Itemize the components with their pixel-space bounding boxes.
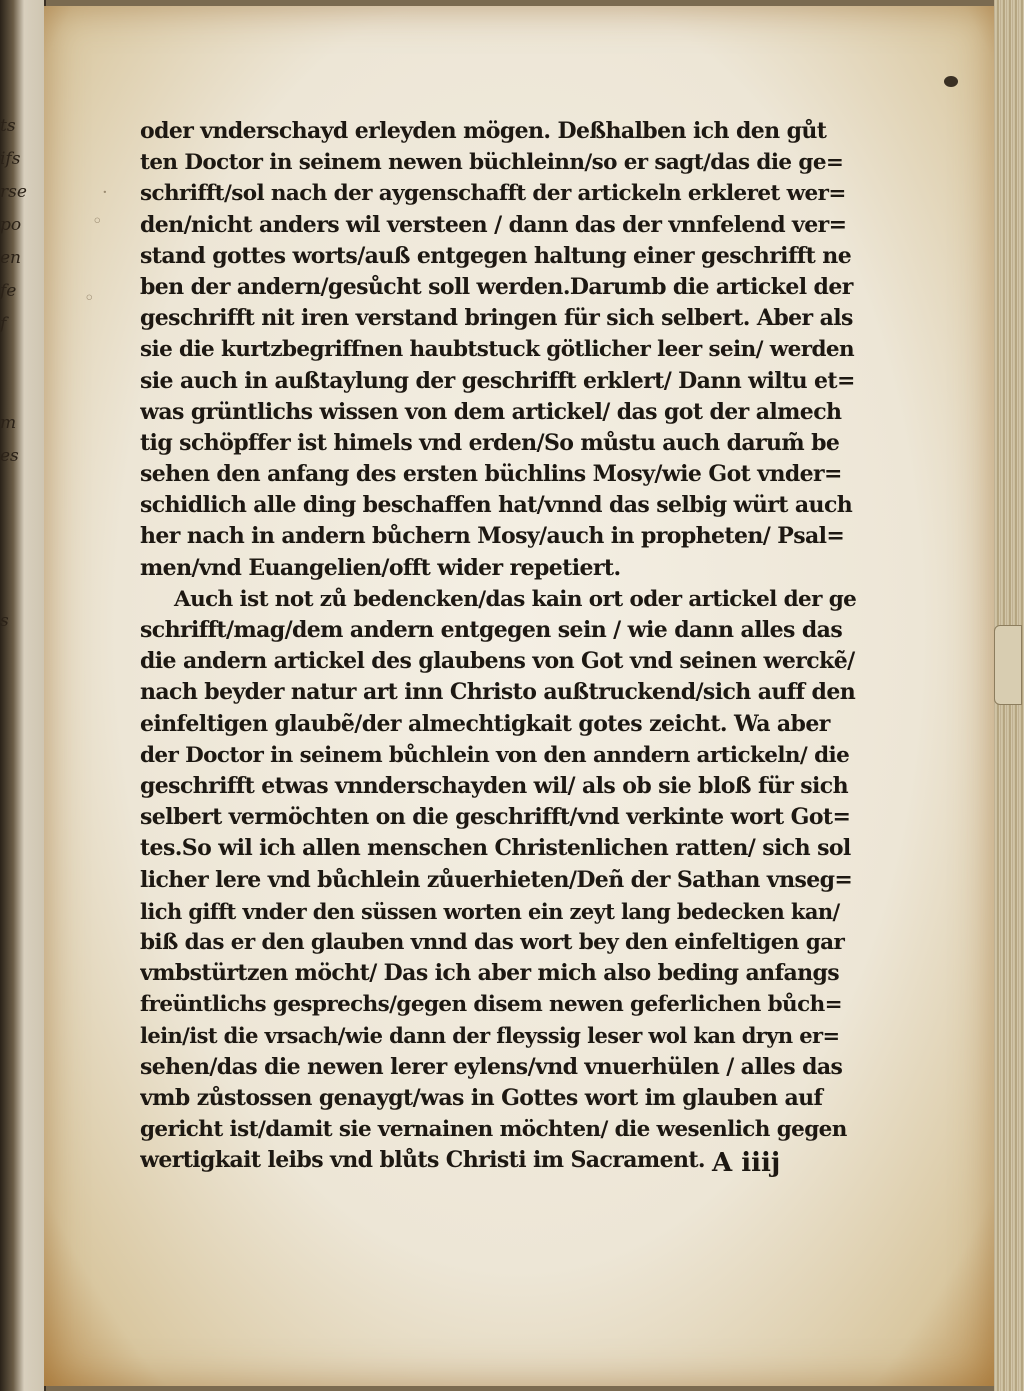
text-line: her nach in andern bůchern Mosy/auch in propheten/ Psal=: [140, 523, 845, 550]
text-line: schrifft/mag/dem andern entgegen sein / wie dann alles das: [140, 617, 843, 643]
fragment: [0, 473, 36, 506]
signature-mark: A iiij: [712, 1148, 781, 1178]
text-line: ben der andern/gesůcht soll werden.Darumb die artickel der: [140, 273, 853, 300]
fragment: ts: [0, 116, 16, 136]
text-line: nach beyder natur art inn Christo außtruckend/sich auff den: [140, 679, 856, 706]
previous-page-edge: [0, 0, 46, 1391]
text-line: die andern artickel des glaubens von Got vnd seinen werckẽ/: [140, 648, 855, 675]
fragment: m: [0, 413, 17, 433]
fragment: ifs: [0, 149, 21, 169]
fragment: [0, 539, 36, 572]
book-page: [44, 6, 994, 1386]
text-line: sie auch in außtaylung der geschrifft erklert/ Dann wiltu et=: [140, 367, 855, 394]
previous-page-text-fragments: [0, 110, 36, 638]
text-line: der Doctor in seinem bůchlein von den anndern artickeln/ die: [140, 742, 850, 768]
text-line: sie die kurtzbegriffnen haubtstuck götlicher leer sein/ werden: [140, 337, 855, 363]
text-line: schrifft/sol nach der aygenschafft der artickeln erkleret wer=: [140, 181, 846, 207]
fragment: [0, 374, 36, 407]
page-body-text: [140, 116, 856, 1176]
fragment: es: [0, 446, 19, 466]
fragment: fe: [0, 281, 17, 301]
fragment: rse: [0, 182, 27, 202]
text-line: wertigkait leibs vnd blůts Christi im Sacrament.: [140, 1147, 705, 1174]
paper-mark: ◦: [84, 288, 95, 309]
fragment: [0, 572, 36, 605]
paper-mark: ◦: [92, 211, 103, 232]
paper-mark: ·: [102, 182, 108, 203]
fragment: [0, 506, 36, 539]
fragment: [0, 341, 36, 374]
text-line: den/nicht anders wil versteen / dann das der vnnfelend ver=: [140, 211, 847, 238]
text-line: schidlich alle ding beschaffen hat/vnnd das selbig würt auch: [140, 492, 853, 519]
text-line: tes.So wil ich allen menschen Christenlichen ratten/ sich sol: [140, 835, 851, 862]
text-line: geschrifft etwas vnnderschayden wil/ als ob sie bloß für sich: [140, 772, 848, 799]
text-line: tig schöpffer ist himels vnd erden/So můstu auch darum̃ be: [140, 429, 840, 456]
text-line: vmb zůstossen genaygt/was in Gottes wort im glauben auf: [140, 1084, 823, 1111]
ink-blot: [944, 76, 958, 87]
text-line: sehen den anfang des ersten büchlins Mosy/wie Got vnder=: [140, 461, 842, 488]
text-line: oder vnderschayd erleyden mögen. Deßhalben ich den gůt: [140, 118, 827, 144]
fragment: en: [0, 248, 22, 268]
text-line: sehen/das die newen lerer eylens/vnd vnuerhülen / alles das: [140, 1053, 843, 1080]
text-line: einfeltigen glaubẽ/der almechtigkait gotes zeicht. Wa aber: [140, 710, 830, 737]
text-line: men/vnd Euangelien/offt wider repetiert.: [140, 554, 621, 581]
text-line: selbert vermöchten on die geschrifft/vnd verkinte wort Got=: [140, 804, 851, 831]
fragment: s: [0, 611, 9, 631]
text-line: lein/ist die vrsach/wie dann der fleyssig leser wol kan dryn er=: [140, 1023, 840, 1049]
text-line: biß das er den glauben vnnd das wort bey den einfeltigen gar: [140, 929, 845, 955]
page-stack-edges: [994, 0, 1024, 1391]
fragment: f: [0, 314, 7, 334]
text-line: was grüntlichs wissen von dem artickel/ das got der almech: [140, 398, 842, 425]
page-tab: [994, 625, 1022, 705]
text-line: lich gifft vnder den süssen worten ein zeyt lang bedecken kan/: [140, 898, 840, 924]
text-line-paragraph-start: Auch ist not zů bedencken/das kain ort oder artickel der ge: [174, 586, 856, 612]
text-line: licher lere vnd bůchlein zůuerhieten/Deñ der Sathan vnseg=: [140, 866, 853, 893]
text-line: vmbstürtzen möcht/ Das ich aber mich also beding anfangs: [140, 960, 840, 987]
text-line: geschrifft nit iren verstand bringen für sich selbert. Aber als: [140, 305, 853, 332]
text-line: stand gottes worts/auß entgegen haltung einer geschrifft ne: [140, 242, 852, 269]
fragment: po: [0, 215, 22, 235]
text-line: gericht ist/damit sie vernainen möchten/ die wesenlich gegen: [140, 1117, 847, 1142]
text-line: ten Doctor in seinem newen büchleinn/so er sagt/das die ge=: [140, 150, 844, 176]
text-line: freüntlichs gesprechs/gegen disem newen geferlichen bůch=: [140, 992, 843, 1018]
